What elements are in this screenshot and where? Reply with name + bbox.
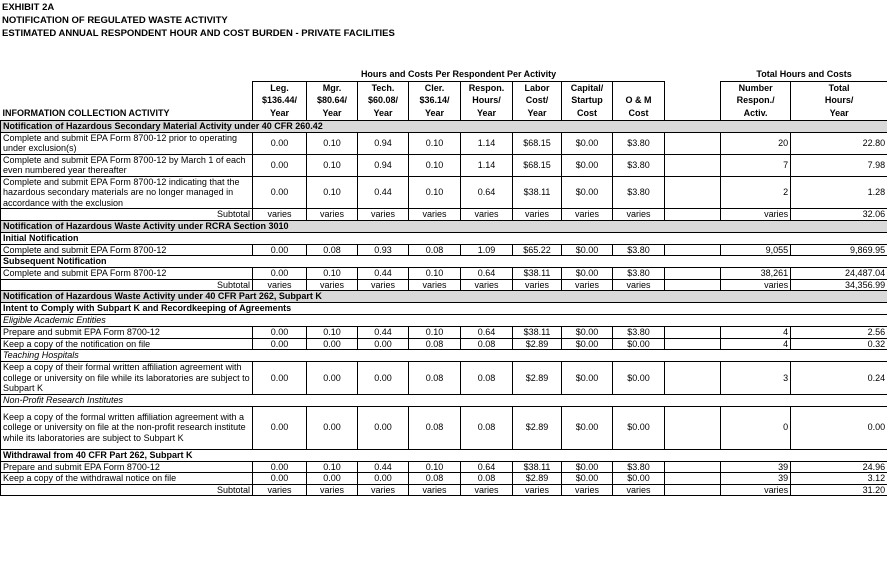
value-cell-5: $68.15 xyxy=(513,154,562,176)
table-row xyxy=(1,406,887,449)
bold-heading-row xyxy=(1,449,887,461)
value-cell-7: varies xyxy=(613,209,665,221)
table-row xyxy=(1,268,887,280)
value-cell-8: 2 xyxy=(721,176,791,209)
column-header-9-line-2: Year xyxy=(791,107,887,120)
activity-cell: Prepare and submit EPA Form 8700-12 xyxy=(1,327,253,339)
value-cell-8: 39 xyxy=(721,473,791,485)
section-heading: Notification of Hazardous Waste Activity under 40 CFR Part 262, Subpart K xyxy=(1,291,887,303)
value-cell-7: varies xyxy=(613,279,665,291)
table-row xyxy=(1,132,887,154)
value-cell-7: $0.00 xyxy=(613,338,665,350)
column-header-2-line-1: $60.08/ xyxy=(358,94,409,107)
value-cell-2: 0.44 xyxy=(358,327,409,339)
value-cell-0: 0.00 xyxy=(253,473,307,485)
value-cell-7: $0.00 xyxy=(613,473,665,485)
value-cell-9: 0.24 xyxy=(791,362,887,395)
value-cell-2: 0.94 xyxy=(358,132,409,154)
table-row xyxy=(1,473,887,485)
value-cell-4: 0.64 xyxy=(461,327,513,339)
subtotal-label: Subtotal xyxy=(1,279,253,291)
column-header-2-line-2: Year xyxy=(358,107,409,120)
value-cell-0: varies xyxy=(253,279,307,291)
section-heading-row xyxy=(1,220,887,232)
value-cell-2: 0.00 xyxy=(358,362,409,395)
document-title: NOTIFICATION OF REGULATED WASTE ACTIVITY xyxy=(2,15,228,26)
column-header-2-line-0: Tech. xyxy=(358,81,409,94)
subtotal-label: Subtotal xyxy=(1,209,253,221)
bold-heading-row xyxy=(1,232,887,244)
activity-cell: Complete and submit EPA Form 8700-12 indicating that the hazardous secondary materials are no longer managed in accordance with the exclusion xyxy=(1,176,253,209)
value-cell-2: varies xyxy=(358,279,409,291)
table-row xyxy=(1,338,887,350)
header-group-totals: Total Hours and Costs xyxy=(721,67,887,81)
column-header-8-line-2: Activ. xyxy=(721,107,791,120)
value-cell-6: $0.00 xyxy=(562,362,613,395)
entity-heading: Teaching Hospitals xyxy=(1,350,887,362)
value-cell-1: 0.10 xyxy=(307,176,358,209)
value-cell-4: 0.08 xyxy=(461,406,513,449)
column-header-9-line-1: Hours/ xyxy=(791,94,887,107)
activity-cell: Keep a copy of their formal written affiliation agreement with college or university on file while its laboratories are subject to Subpart K xyxy=(1,362,253,395)
value-cell-9: 24,487.04 xyxy=(791,268,887,280)
value-cell-2: 0.93 xyxy=(358,244,409,256)
value-cell-1: 0.00 xyxy=(307,338,358,350)
italic-heading-row xyxy=(1,315,887,327)
column-header-0-line-0: Leg. xyxy=(253,81,307,94)
value-cell-3: 0.10 xyxy=(409,268,461,280)
value-cell-3: 0.08 xyxy=(409,362,461,395)
value-cell-1: 0.10 xyxy=(307,132,358,154)
value-cell-0: 0.00 xyxy=(253,132,307,154)
table-row xyxy=(1,154,887,176)
value-cell-2: varies xyxy=(358,484,409,496)
value-cell-7: $3.80 xyxy=(613,154,665,176)
column-header-7-line-1: O & M xyxy=(613,94,665,107)
value-cell-1: varies xyxy=(307,484,358,496)
value-cell-3: 0.10 xyxy=(409,461,461,473)
table-row xyxy=(1,327,887,339)
value-cell-3: 0.08 xyxy=(409,473,461,485)
value-cell-4: 0.64 xyxy=(461,268,513,280)
activity-cell: Complete and submit EPA Form 8700-12 by March 1 of each even numbered year thereafter xyxy=(1,154,253,176)
value-cell-9: 7.98 xyxy=(791,154,887,176)
value-cell-2: 0.44 xyxy=(358,176,409,209)
value-cell-5: $38.11 xyxy=(513,327,562,339)
activity-cell: Complete and submit EPA Form 8700-12 xyxy=(1,244,253,256)
value-cell-8: 39 xyxy=(721,461,791,473)
value-cell-7: $3.80 xyxy=(613,244,665,256)
value-cell-1: 0.00 xyxy=(307,406,358,449)
section-heading: Notification of Hazardous Waste Activity under RCRA Section 3010 xyxy=(1,220,887,232)
value-cell-9: 9,869.95 xyxy=(791,244,887,256)
value-cell-1: varies xyxy=(307,209,358,221)
value-cell-8: 38,261 xyxy=(721,268,791,280)
value-cell-9: 1.28 xyxy=(791,176,887,209)
value-cell-6: varies xyxy=(562,279,613,291)
column-header-6-line-1: Startup xyxy=(562,94,613,107)
value-cell-2: 0.00 xyxy=(358,338,409,350)
table-row xyxy=(1,362,887,395)
value-cell-4: 0.64 xyxy=(461,176,513,209)
value-cell-9: 0.00 xyxy=(791,406,887,449)
column-header-5-line-1: Cost/ xyxy=(513,94,562,107)
subtotal-label: Subtotal xyxy=(1,484,253,496)
value-cell-8: 20 xyxy=(721,132,791,154)
activity-cell: Complete and submit EPA Form 8700-12 xyxy=(1,268,253,280)
value-cell-9: 3.12 xyxy=(791,473,887,485)
value-cell-4: 1.09 xyxy=(461,244,513,256)
column-header-9-line-0: Total xyxy=(791,81,887,94)
value-cell-7: $3.80 xyxy=(613,176,665,209)
value-cell-0: 0.00 xyxy=(253,244,307,256)
column-header-0-line-2: Year xyxy=(253,107,307,120)
value-cell-4: 0.08 xyxy=(461,338,513,350)
entity-heading: Non-Profit Research Institutes xyxy=(1,394,887,406)
value-cell-8: 9,055 xyxy=(721,244,791,256)
value-cell-0: varies xyxy=(253,484,307,496)
value-cell-9: 32.06 xyxy=(791,209,887,221)
value-cell-8: 0 xyxy=(721,406,791,449)
value-cell-1: 0.10 xyxy=(307,268,358,280)
column-header-6-line-2: Cost xyxy=(562,107,613,120)
value-cell-4: 0.08 xyxy=(461,362,513,395)
value-cell-3: 0.08 xyxy=(409,406,461,449)
value-cell-2: 0.00 xyxy=(358,406,409,449)
value-cell-7: $0.00 xyxy=(613,362,665,395)
column-header-3-line-0: Cler. xyxy=(409,81,461,94)
section-heading-row xyxy=(1,120,887,132)
value-cell-8: 4 xyxy=(721,327,791,339)
value-cell-1: 0.10 xyxy=(307,327,358,339)
activity-column-header: INFORMATION COLLECTION ACTIVITY xyxy=(2,108,170,118)
burden-table xyxy=(0,67,887,496)
column-header-3-line-1: $36.14/ xyxy=(409,94,461,107)
italic-heading-row xyxy=(1,350,887,362)
column-header-7-line-2: Cost xyxy=(613,107,665,120)
bold-heading-row xyxy=(1,256,887,268)
value-cell-7: $0.00 xyxy=(613,406,665,449)
column-header-5-line-2: Year xyxy=(513,107,562,120)
column-header-1-line-2: Year xyxy=(307,107,358,120)
value-cell-5: $38.11 xyxy=(513,176,562,209)
document-subtitle: ESTIMATED ANNUAL RESPONDENT HOUR AND COST BURDEN - PRIVATE FACILITIES xyxy=(2,28,395,39)
value-cell-7: varies xyxy=(613,484,665,496)
value-cell-0: 0.00 xyxy=(253,362,307,395)
activity-cell: Prepare and submit EPA Form 8700-12 xyxy=(1,461,253,473)
value-cell-3: 0.10 xyxy=(409,176,461,209)
value-cell-2: 0.00 xyxy=(358,473,409,485)
value-cell-1: 0.08 xyxy=(307,244,358,256)
subsection-heading: Withdrawal from 40 CFR Part 262, Subpart K xyxy=(1,449,887,461)
column-header-6-line-0: Capital/ xyxy=(562,81,613,94)
activity-cell: Keep a copy of the formal written affiliation agreement with a college or university on file at the non-profit research institute while its laboratories are subject to Subpart K xyxy=(1,406,253,449)
value-cell-8: varies xyxy=(721,484,791,496)
value-cell-6: $0.00 xyxy=(562,132,613,154)
value-cell-6: $0.00 xyxy=(562,473,613,485)
value-cell-1: 0.10 xyxy=(307,461,358,473)
value-cell-9: 31.20 xyxy=(791,484,887,496)
bold-heading-row xyxy=(1,303,887,315)
value-cell-9: 22.80 xyxy=(791,132,887,154)
value-cell-6: varies xyxy=(562,484,613,496)
value-cell-7: $3.80 xyxy=(613,327,665,339)
value-cell-8: 4 xyxy=(721,338,791,350)
value-cell-1: 0.00 xyxy=(307,362,358,395)
table-row xyxy=(1,244,887,256)
section-heading: Notification of Hazardous Secondary Material Activity under 40 CFR 260.42 xyxy=(1,120,887,132)
value-cell-5: varies xyxy=(513,279,562,291)
column-header-8-line-0: Number xyxy=(721,81,791,94)
column-header-1-line-0: Mgr. xyxy=(307,81,358,94)
value-cell-4: 1.14 xyxy=(461,132,513,154)
value-cell-2: varies xyxy=(358,209,409,221)
column-header-0-line-1: $136.44/ xyxy=(253,94,307,107)
column-header-5-line-0: Labor xyxy=(513,81,562,94)
subtotal-row xyxy=(1,209,887,221)
column-header-4-line-0: Respon. xyxy=(461,81,513,94)
value-cell-5: $2.89 xyxy=(513,473,562,485)
value-cell-3: 0.10 xyxy=(409,154,461,176)
value-cell-4: varies xyxy=(461,209,513,221)
value-cell-5: $2.89 xyxy=(513,406,562,449)
value-cell-8: varies xyxy=(721,279,791,291)
header-group-per-respondent: Hours and Costs Per Respondent Per Activity xyxy=(253,67,665,81)
value-cell-3: 0.10 xyxy=(409,327,461,339)
activity-cell: Keep a copy of the withdrawal notice on file xyxy=(1,473,253,485)
value-cell-5: $2.89 xyxy=(513,338,562,350)
value-cell-8: 7 xyxy=(721,154,791,176)
italic-heading-row xyxy=(1,394,887,406)
subsection-heading: Intent to Comply with Subpart K and Recordkeeping of Agreements xyxy=(1,303,887,315)
value-cell-7: $3.80 xyxy=(613,132,665,154)
value-cell-4: varies xyxy=(461,279,513,291)
value-cell-2: 0.44 xyxy=(358,268,409,280)
value-cell-0: 0.00 xyxy=(253,154,307,176)
column-header-8-line-1: Respon./ xyxy=(721,94,791,107)
value-cell-4: 0.64 xyxy=(461,461,513,473)
value-cell-5: varies xyxy=(513,484,562,496)
value-cell-6: varies xyxy=(562,209,613,221)
value-cell-3: 0.08 xyxy=(409,338,461,350)
value-cell-5: $68.15 xyxy=(513,132,562,154)
value-cell-9: 0.32 xyxy=(791,338,887,350)
value-cell-6: $0.00 xyxy=(562,461,613,473)
value-cell-5: $2.89 xyxy=(513,362,562,395)
value-cell-9: 2.56 xyxy=(791,327,887,339)
value-cell-9: 34,356.99 xyxy=(791,279,887,291)
subsection-heading: Initial Notification xyxy=(1,232,887,244)
value-cell-1: varies xyxy=(307,279,358,291)
value-cell-1: 0.00 xyxy=(307,473,358,485)
value-cell-0: 0.00 xyxy=(253,327,307,339)
value-cell-0: 0.00 xyxy=(253,461,307,473)
section-heading-row xyxy=(1,291,887,303)
value-cell-0: 0.00 xyxy=(253,268,307,280)
subtotal-row xyxy=(1,279,887,291)
value-cell-6: $0.00 xyxy=(562,338,613,350)
value-cell-3: 0.10 xyxy=(409,132,461,154)
value-cell-8: 3 xyxy=(721,362,791,395)
column-header-3-line-2: Year xyxy=(409,107,461,120)
table-row xyxy=(1,461,887,473)
column-header-7-line-0 xyxy=(613,81,665,94)
value-cell-6: $0.00 xyxy=(562,268,613,280)
column-header-4-line-1: Hours/ xyxy=(461,94,513,107)
table-row xyxy=(1,176,887,209)
value-cell-3: varies xyxy=(409,484,461,496)
value-cell-0: 0.00 xyxy=(253,176,307,209)
value-cell-5: $38.11 xyxy=(513,461,562,473)
value-cell-3: varies xyxy=(409,209,461,221)
value-cell-6: $0.00 xyxy=(562,244,613,256)
value-cell-6: $0.00 xyxy=(562,154,613,176)
value-cell-2: 0.94 xyxy=(358,154,409,176)
value-cell-9: 24.96 xyxy=(791,461,887,473)
value-cell-4: 0.08 xyxy=(461,473,513,485)
column-header-1-line-1: $80.64/ xyxy=(307,94,358,107)
value-cell-8: varies xyxy=(721,209,791,221)
value-cell-2: 0.44 xyxy=(358,461,409,473)
value-cell-3: 0.08 xyxy=(409,244,461,256)
value-cell-7: $3.80 xyxy=(613,268,665,280)
value-cell-5: $65.22 xyxy=(513,244,562,256)
value-cell-7: $3.80 xyxy=(613,461,665,473)
value-cell-5: $38.11 xyxy=(513,268,562,280)
value-cell-1: 0.10 xyxy=(307,154,358,176)
value-cell-6: $0.00 xyxy=(562,406,613,449)
value-cell-4: 1.14 xyxy=(461,154,513,176)
value-cell-0: 0.00 xyxy=(253,406,307,449)
activity-cell: Complete and submit EPA Form 8700-12 prior to operating under exclusion(s) xyxy=(1,132,253,154)
value-cell-0: 0.00 xyxy=(253,338,307,350)
subtotal-row xyxy=(1,484,887,496)
value-cell-3: varies xyxy=(409,279,461,291)
document-titles xyxy=(2,1,395,40)
column-header-4-line-2: Year xyxy=(461,107,513,120)
subsection-heading: Subsequent Notification xyxy=(1,256,887,268)
value-cell-6: $0.00 xyxy=(562,327,613,339)
value-cell-5: varies xyxy=(513,209,562,221)
value-cell-4: varies xyxy=(461,484,513,496)
activity-cell: Keep a copy of the notification on file xyxy=(1,338,253,350)
entity-heading: Eligible Academic Entities xyxy=(1,315,887,327)
value-cell-0: varies xyxy=(253,209,307,221)
value-cell-6: $0.00 xyxy=(562,176,613,209)
exhibit-label: EXHIBIT 2A xyxy=(2,2,55,13)
